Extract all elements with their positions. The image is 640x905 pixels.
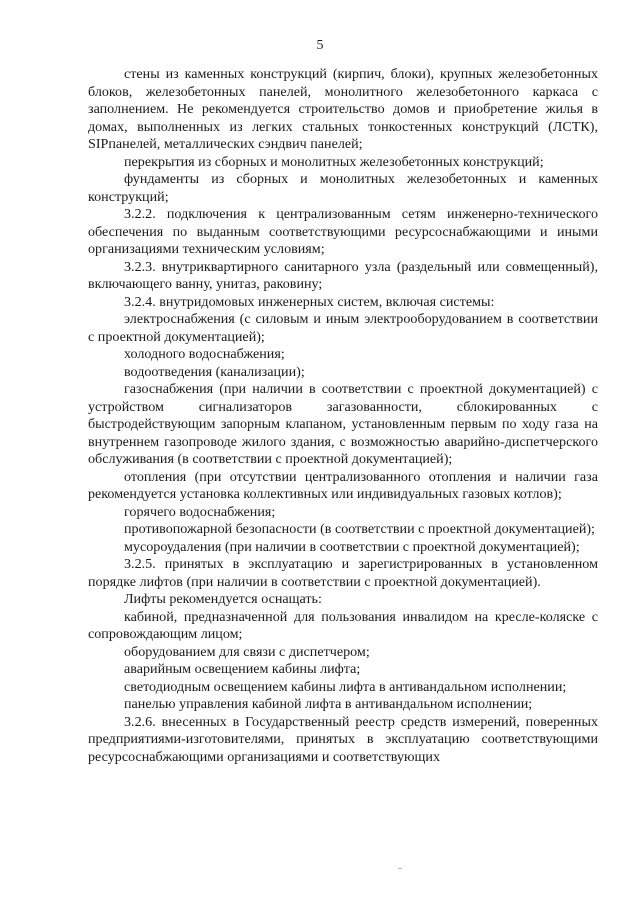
- paragraph-lifts-intro: Лифты рекомендуется оснащать:: [124, 591, 322, 607]
- paragraph-lift-communication: оборудованием для связи с диспетчером;: [124, 643, 370, 660]
- paragraph-cold-water: холодного водоснабжения;: [124, 346, 285, 362]
- paragraph-sewerage: водоотведения (канализации);: [124, 363, 305, 380]
- paragraph-3-2-4: 3.2.4. внутридомовых инженерных систем, включая системы:: [124, 293, 495, 310]
- paragraph-electricity: электроснабжения (с силовым и иным электрооборудованием в соответствии с проектной документацией);: [88, 311, 598, 345]
- paragraph-gas: газоснабжения (при наличии в соответствии с проектной документацией) с устройством сигнализаторов загазованности, сблокированных с быстродействующим запорным клапаном, установленным первым по ходу газа на внутреннем газопроводе жилого здания, с возможностью аварийно-диспетчерского обслуживания (в соответствии с проектной документацией);: [88, 381, 598, 467]
- paragraph-3-2-5: 3.2.5. принятых в эксплуатацию и зарегистрированных в установленном порядке лифтов (при наличии в соответствии с проектной документацией).: [88, 556, 598, 590]
- paragraph-waste-removal: мусороудаления (при наличии в соответствии с проектной документацией);: [124, 538, 580, 555]
- paragraph-lift-emergency-light: аварийным освещением кабины лифта;: [124, 661, 361, 677]
- page-number: 5: [316, 38, 324, 53]
- paragraph-3-2-6: 3.2.6. внесенных в Государственный реестр средств измерений, поверенных предприятиями-изготовителями, принятых в эксплуатацию соответствующими ресурсоснабжающими организациями и соответствующих: [88, 713, 598, 765]
- paragraph-fire-safety: противопожарной безопасности (в соответствии с проектной документацией);: [124, 521, 595, 537]
- paragraph-foundations: фундаменты из сборных и монолитных железобетонных и каменных конструкций;: [88, 171, 598, 205]
- paragraph-3-2-2: 3.2.2. подключения к централизованным сетям инженерно-технического обеспечения по выданным соответствующими ресурсоснабжающими и иными организациями техническим условиям;: [88, 206, 598, 257]
- paragraph-floors: перекрытия из сборных и монолитных железобетонных конструкций;: [124, 153, 544, 170]
- scan-mark: [398, 868, 402, 869]
- paragraph-lift-control-panel: панелью управления кабиной лифта в антивандальном исполнении;: [124, 696, 533, 712]
- paragraph-lift-led-light: светодиодным освещением кабины лифта в антивандальном исполнении;: [124, 678, 567, 695]
- paragraph-walls: стены из каменных конструкций (кирпич, блоки), крупных железобетонных блоков, железобетонных панелей, монолитного железобетонного каркаса с заполнением. Не рекомендуется строительство домов и приобретение жилья в домах, выполненных из легких стальных тонкостенных конструкций (ЛСТК), SIPпанелей, металлических сэндвич панелей;: [88, 66, 598, 152]
- paragraph-heating: отопления (при отсутствии централизованного отопления и наличии газа рекомендуется установка коллективных или индивидуальных газовых котлов);: [88, 468, 598, 502]
- paragraph-lift-cabin: кабиной, предназначенной для пользования инвалидом на кресле-коляске с сопровождающим лицом;: [88, 608, 598, 642]
- document-body: [88, 66, 598, 766]
- paragraph-hot-water: горячего водоснабжения;: [124, 503, 276, 520]
- paragraph-3-2-3: 3.2.3. внутриквартирного санитарного узла (раздельный или совмещенный), включающего ванну, унитаз, раковину;: [88, 258, 598, 292]
